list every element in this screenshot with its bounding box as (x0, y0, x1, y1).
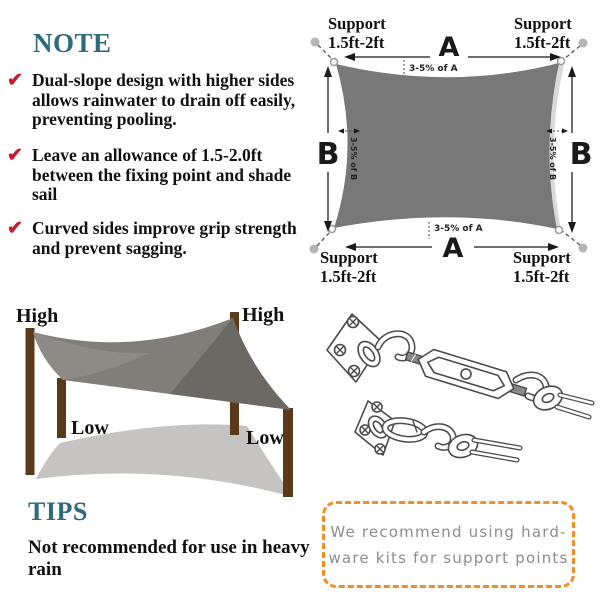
snap-hook-assembly (355, 401, 520, 461)
support-label: Support (513, 248, 571, 267)
sail-measurement-diagram (300, 0, 600, 300)
recommendation-line: We recommend using hard- (330, 522, 567, 541)
recommendation-box (322, 501, 575, 588)
hardware-kit-illustration (320, 300, 595, 485)
width-label-a-bottom: A (442, 233, 464, 264)
high-post-label: High (242, 304, 285, 326)
support-label: Support (320, 248, 378, 267)
support-distance: 1.5ft-2ft (514, 33, 571, 52)
width-label-a-top: A (438, 32, 460, 63)
sag-label-a-top: 3-5% of A (409, 64, 458, 74)
support-distance: 1.5ft-2ft (513, 267, 570, 286)
sag-label-b-right: 3-5% of B (548, 137, 557, 181)
low-post-label: Low (246, 427, 284, 449)
shade-sail-shape (334, 63, 559, 229)
support-distance: 1.5ft-2ft (320, 267, 377, 286)
note-item (7, 219, 307, 258)
low-post-label: Low (71, 417, 109, 439)
check-icon: ✔ (7, 218, 23, 239)
sag-label-b-left: 3-5% of B (349, 137, 358, 181)
note-item (7, 146, 307, 205)
check-icon: ✔ (7, 70, 23, 91)
height-label-b-left: B (316, 137, 340, 172)
turnbuckle-assembly (327, 314, 592, 417)
height-label-b-right: B (569, 137, 593, 172)
support-distance: 1.5ft-2ft (328, 33, 385, 52)
tips-text: Not recommended for use in heavy rain (28, 537, 310, 580)
note-item-text: Dual-slope design with higher sides allows rainwater to drain off easily, preventing pooling. (32, 70, 296, 129)
sag-label-a-bottom: 3-5% of A (434, 224, 483, 234)
dual-slope-sail (33, 318, 291, 410)
note-item-text: Curved sides improve grip strength and prevent sagging. (32, 218, 297, 258)
recommendation-line: ware kits for support points (328, 548, 569, 567)
check-icon: ✔ (7, 145, 23, 166)
note-item (7, 71, 307, 130)
high-post-label: High (16, 305, 59, 327)
note-heading: NOTE (33, 28, 112, 58)
support-label: Support (328, 14, 386, 33)
posts-installation-diagram (0, 295, 315, 505)
turnbuckle (403, 342, 530, 405)
tips-heading: TIPS (28, 497, 88, 526)
note-item-text: Leave an allowance of 1.5-2.0ft between the fixing point and shade sail (32, 145, 292, 204)
support-label: Support (514, 14, 572, 33)
